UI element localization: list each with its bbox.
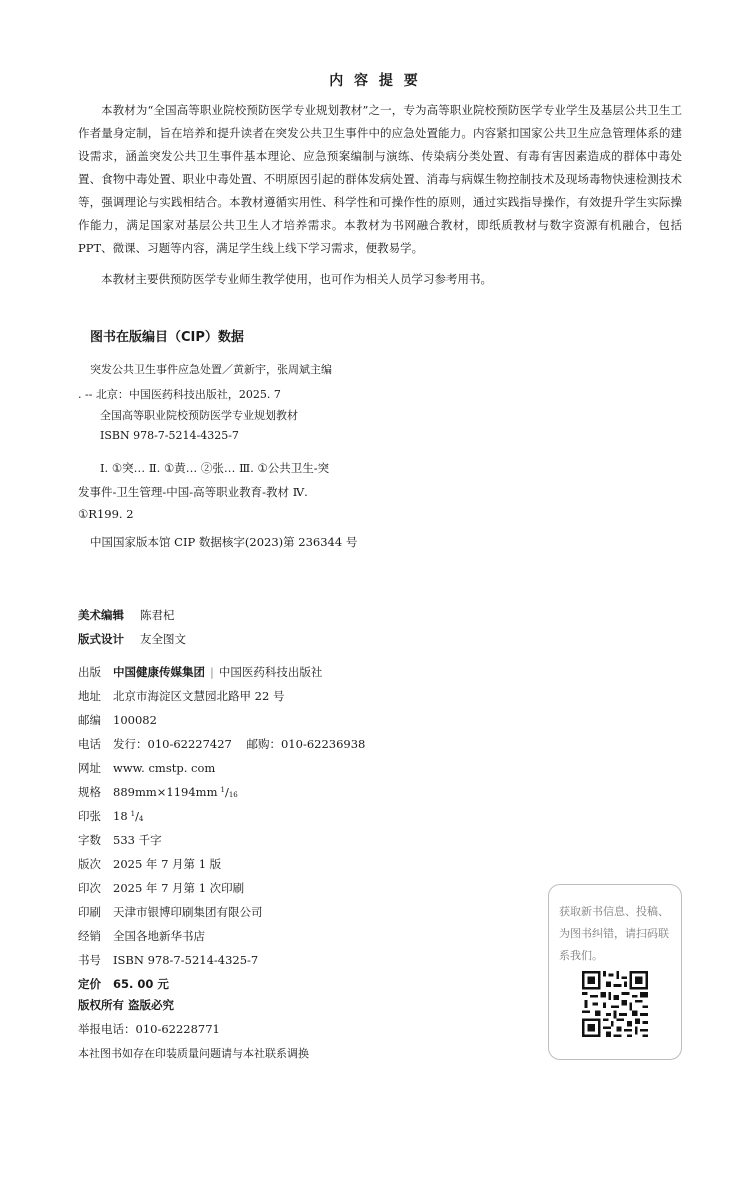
address-row xyxy=(78,684,284,708)
layout-design-label: 版式设计 xyxy=(78,632,124,646)
sheets-label: 印张 xyxy=(78,809,101,823)
summary-title: 内 容 提 要 xyxy=(329,73,421,89)
format-row: 规格 889mm×1194mm $^1/_{16}$ xyxy=(78,780,238,804)
phone-value: 发行：010-62227427 邮购：010-62236938 xyxy=(113,737,366,751)
quality-notice: 本社图书如存在印装质量问题请与本社联系调换 xyxy=(78,1047,309,1060)
format-fraction-denominator: 16 xyxy=(228,791,238,799)
edition-row xyxy=(78,852,221,876)
printing-row xyxy=(78,876,244,900)
publisher-name: 中国医药科技出版社 xyxy=(218,665,323,679)
postcode-row xyxy=(78,708,157,732)
cip-line-5: Ⅰ. ①突… Ⅱ. ①黄… ②张… Ⅲ. ①公共卫生-突 xyxy=(100,461,330,475)
format-value: 889mm×1194mm xyxy=(113,785,218,799)
cip-line-8: 中国国家版本馆 CIP 数据核字(2023)第 236344 号 xyxy=(90,535,358,549)
sheets-fraction-denominator: 4 xyxy=(138,815,144,823)
cip-line-3: 全国高等职业院校预防医学专业规划教材 xyxy=(100,409,298,422)
qr-code-icon[interactable] xyxy=(582,971,648,1037)
isbn-value: ISBN 978-7-5214-4325-7 xyxy=(113,953,259,967)
isbn-row xyxy=(78,948,258,972)
layout-design-row xyxy=(78,631,186,647)
layout-design-value: 友全图文 xyxy=(140,632,186,646)
website-label: 网址 xyxy=(78,761,101,775)
distributor-row xyxy=(78,924,205,948)
copyright-notice: 版权所有 盗版必究 xyxy=(78,998,175,1012)
sheets-row: 印张 18 $^1/_4$ xyxy=(78,804,143,828)
art-editor-label: 美术编辑 xyxy=(78,608,124,622)
cip-line-1: 突发公共卫生事件应急处置／黄新宇，张周斌主编 xyxy=(90,363,332,376)
isbn-label: 书号 xyxy=(78,953,101,967)
art-editor-value: 陈君杞 xyxy=(140,608,175,622)
price-label: 定价 xyxy=(78,977,101,991)
edition-value: 2025 年 7 月第 1 版 xyxy=(113,857,222,871)
website-row xyxy=(78,756,215,780)
art-editor-row xyxy=(78,607,175,623)
printing-value: 2025 年 7 月第 1 次印刷 xyxy=(113,881,245,895)
format-label: 规格 xyxy=(78,785,101,799)
cip-line-6: 发事件-卫生管理-中国-高等职业教育-教材 Ⅳ. xyxy=(78,485,308,499)
summary-paragraph-1: 本教材为“全国高等职业院校预防医学专业规划教材”之一，专为高等职业院校预防医学专业学生及基层公共卫生工作者量身定制，旨在培养和提升读者在突发公共卫生事件中的应急处置能力。内容紧扣国家公共卫生应急管理体系的建设需求，涵盖突发公共卫生事件基本理论、应急预案编制与演练、传染病分类处置、有毒有害因素造成的群体中毒处置、食物中毒处置、职业中毒处置、不明原因引起的群体发病处置、消毒与病媒生物控制技术及现场毒物快速检测技术等，强调理论与实践相结合。本教材遵循实用性、科学性和可操作性的原则，通过实践指导操作，有效提升学生实际操作能力，满足国家对基层公共卫生人才培养需求。本教材为书网融合教材，即纸质教材与数字资源有机融合，包括PPT、微课、习题等内容，满足学生线上线下学习需求，便教易学。 xyxy=(78,103,682,255)
publisher-group: 中国健康传媒集团 xyxy=(113,665,205,679)
cip-heading: 图书在版编目（CIP）数据 xyxy=(90,330,244,345)
cip-line-4: ISBN 978-7-5214-4325-7 xyxy=(100,429,239,442)
phone-label: 电话 xyxy=(78,737,101,751)
publisher-separator: | xyxy=(210,665,214,679)
edition-label: 版次 xyxy=(78,857,101,871)
address-label: 地址 xyxy=(78,689,101,703)
printer-label: 印刷 xyxy=(78,905,101,919)
phone-row xyxy=(78,732,365,756)
distributor-label: 经销 xyxy=(78,929,101,943)
distributor-value: 全国各地新华书店 xyxy=(113,929,205,943)
cip-line-7: ①R199. 2 xyxy=(78,507,134,521)
publisher-row xyxy=(78,660,322,684)
price-row xyxy=(78,972,169,996)
price-value: 65. 00 元 xyxy=(113,977,169,991)
publisher-label: 出版 xyxy=(78,665,101,679)
address-value: 北京市海淀区文慧园北路甲 22 号 xyxy=(113,689,285,703)
words-value: 533 千字 xyxy=(113,833,162,847)
printing-label: 印次 xyxy=(78,881,101,895)
summary-paragraph-2: 本教材主要供预防医学专业师生教学使用，也可作为相关人员学习参考用书。 xyxy=(101,272,492,286)
sheets-fraction-numerator: 1 xyxy=(130,810,136,818)
qr-contact-text: 获取新书信息、投稿、为图书纠错，请扫码联系我们。 xyxy=(559,905,669,962)
report-phone: 举报电话：010-62228771 xyxy=(78,1022,220,1036)
words-label: 字数 xyxy=(78,833,101,847)
postcode-label: 邮编 xyxy=(78,713,101,727)
printer-value: 天津市银博印刷集团有限公司 xyxy=(113,905,263,919)
words-row xyxy=(78,828,162,852)
website-value: www. cmstp. com xyxy=(113,761,216,775)
cip-line-2: . -- 北京：中国医药科技出版社，2025. 7 xyxy=(78,388,281,401)
sheets-value: 18 xyxy=(113,809,128,823)
printer-row xyxy=(78,900,263,924)
format-fraction-numerator: 1 xyxy=(220,786,225,794)
postcode-value: 100082 xyxy=(113,713,157,727)
qr-contact-box xyxy=(548,884,682,1060)
